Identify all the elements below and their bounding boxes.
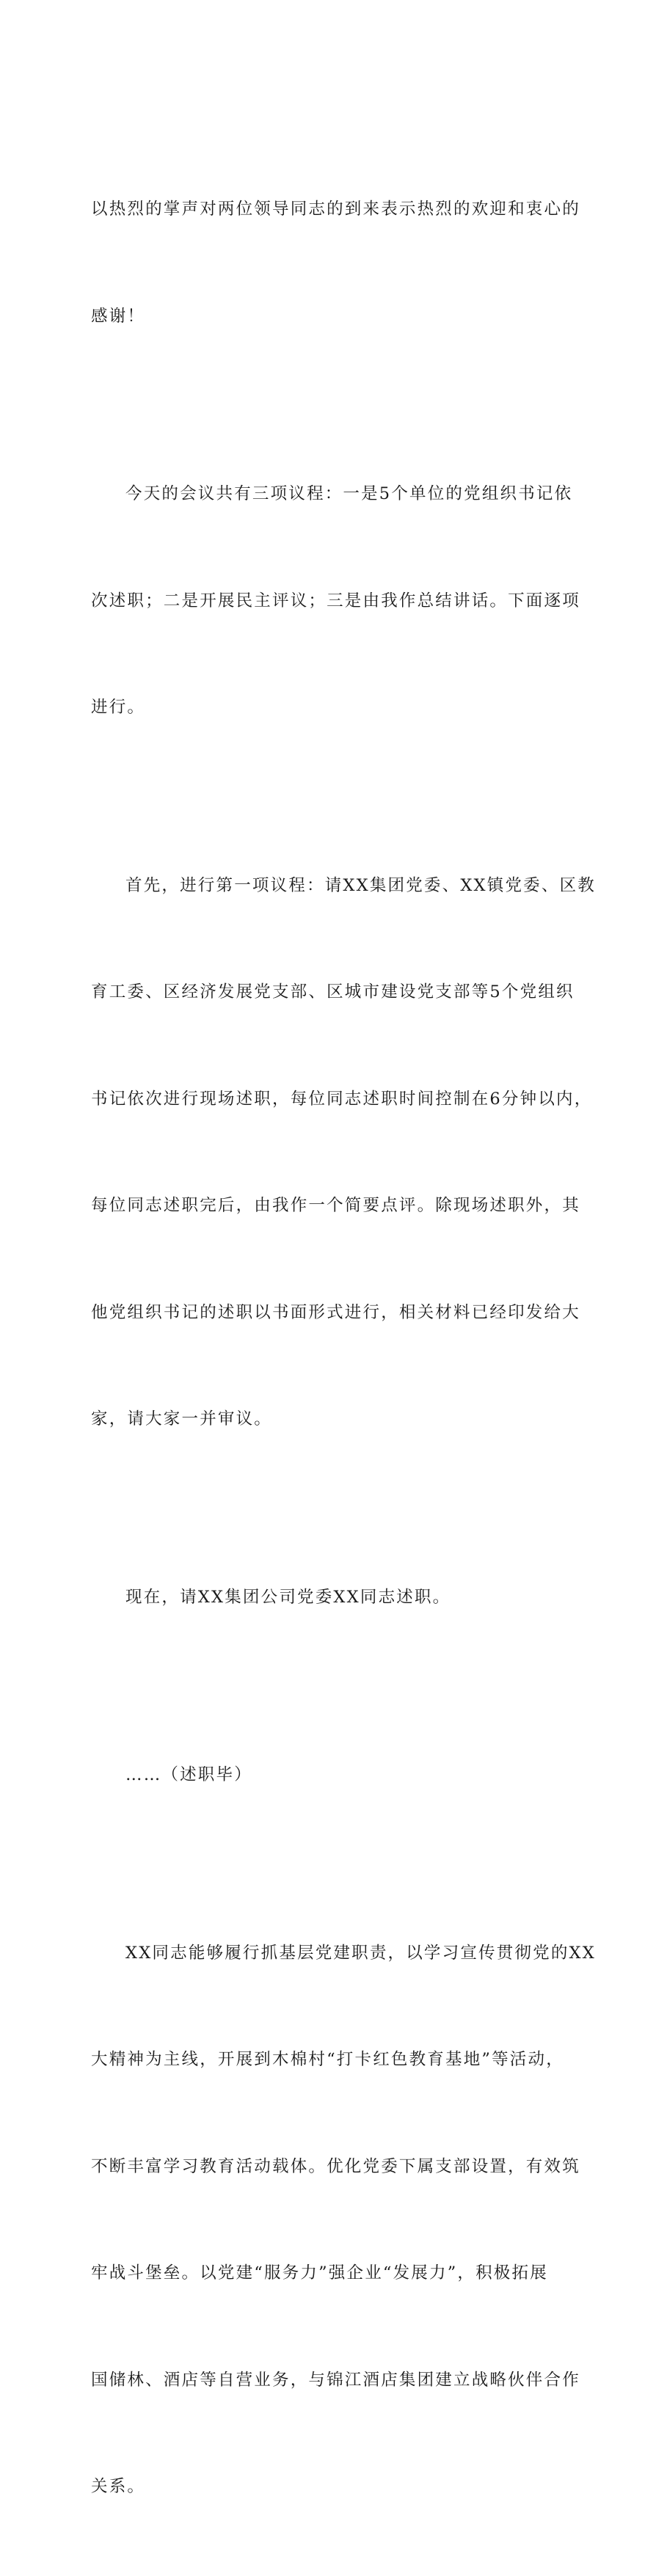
text-line: 进行。 — [91, 698, 146, 717]
text-line: 他党组织书记的述职以书面形式进行，相关材料已经印发给大 — [91, 1302, 580, 1322]
text-line: 不断丰富学习教育活动载体。优化党委下属支部设置，有效筑 — [91, 2156, 580, 2176]
paragraph-agenda — [91, 405, 590, 797]
text-line: 现在，请XX集团公司党委XX同志述职。 — [125, 1587, 451, 1607]
text-line: 大精神为主线，开展到木棉村“打卡红色教育基地”等活动， — [91, 2050, 564, 2069]
text-line: 每位同志述职完后，由我作一个简要点评。除现场述职外，其 — [91, 1196, 580, 1215]
text-line: 以热烈的掌声对两位领导同志的到来表示热烈的欢迎和衷心的 — [91, 200, 580, 219]
text-line: 育工委、区经济发展党支部、区城市建设党支部等5个党组织 — [91, 982, 575, 1001]
text-line: 感谢！ — [91, 306, 146, 326]
paragraph-first-item — [91, 797, 596, 1508]
text-line: 国储林、酒店等自营业务，与锦江酒店集团建立战略伙伴合作 — [91, 2370, 580, 2390]
text-line: XX同志能够履行抓基层党建职责，以学习宣传贯彻党的XX — [125, 1943, 596, 1963]
text-line: 次述职；二是开展民主评议；三是由我作总结讲话。下面逐项 — [91, 591, 580, 610]
paragraph-now — [91, 1508, 590, 1687]
text-line: 关系。 — [91, 2477, 146, 2496]
text-line: 书记依次进行现场述职，每位同志述职时间控制在6分钟以内， — [91, 1089, 593, 1109]
text-line: 牢战斗堡垒。以党建“服务力”强企业“发展力”，积极拓展 — [91, 2263, 548, 2283]
text-line: 今天的会议共有三项议程：一是5个单位的党组织书记依 — [125, 484, 573, 503]
text-line: 家，请大家一并审议。 — [91, 1409, 273, 1429]
paragraph-comment — [91, 1864, 596, 2576]
paragraph-welcome — [91, 120, 590, 405]
document-body — [91, 120, 596, 2576]
paragraph-report-done — [91, 1686, 590, 1864]
text-line: ……（述职毕） — [125, 1765, 252, 1784]
text-line: 首先，进行第一项议程：请XX集团党委、XX镇党委、区教 — [125, 875, 596, 895]
